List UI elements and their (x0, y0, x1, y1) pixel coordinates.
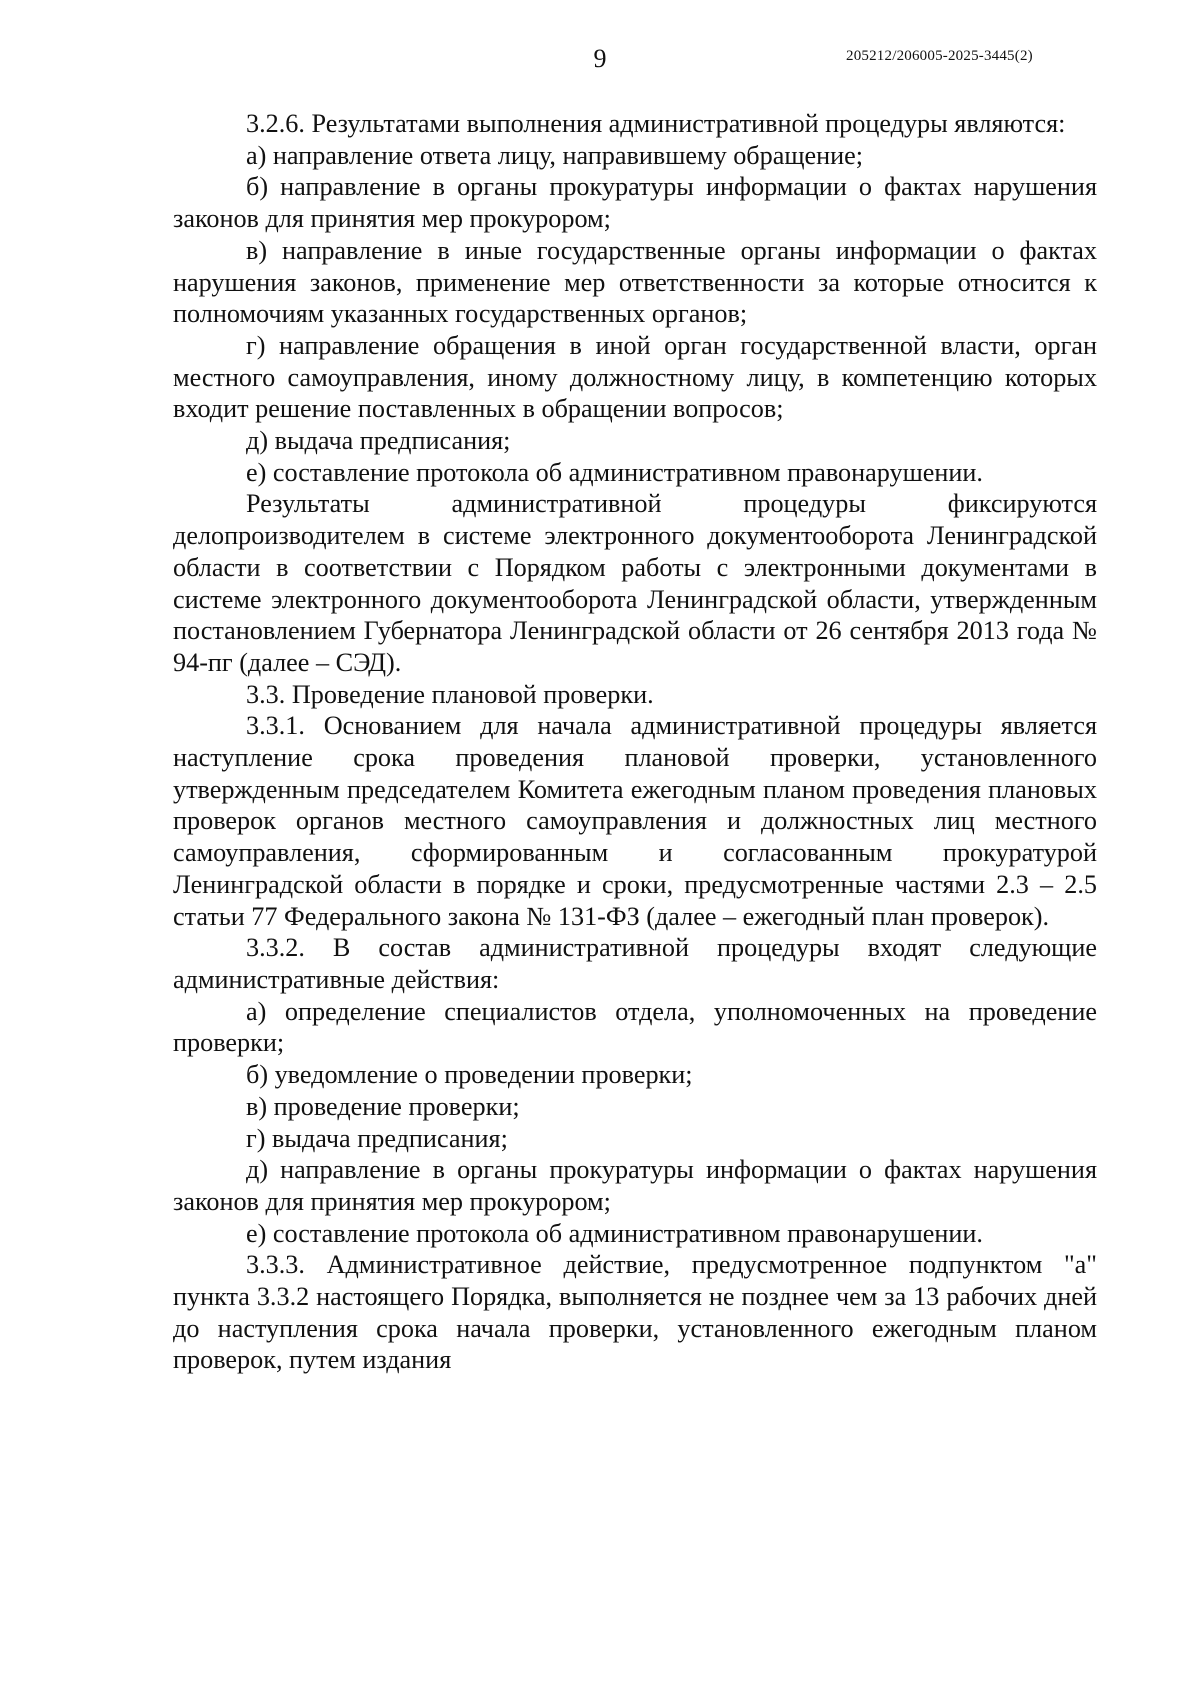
section-heading-3-3: 3.3. Проведение плановой проверки. (246, 679, 654, 709)
paragraph-list-item: г) выдача предписания; (246, 1123, 508, 1153)
document-body (173, 108, 1097, 1376)
paragraph-list-item: г) направление обращения в иной орган государственной власти, орган местного самоуправления, иному должностному лицу, в компетенцию которых входит решение поставленных в обращении вопросов; (173, 330, 1097, 424)
document-id: 205212/206005-2025-3445(2) (846, 48, 1033, 64)
paragraph-list-item: а) направление ответа лицу, направившему обращение; (246, 140, 864, 170)
paragraph-list-item: в) направление в иные государственные органы информации о фактах нарушения законов, применение мер ответственности за которые относится к полномочиям указанных государственных органов; (173, 235, 1097, 329)
paragraph-3-2-6: 3.2.6. Результатами выполнения административной процедуры являются: (246, 109, 1066, 138)
paragraph-list-item: е) составление протокола об административном правонарушении. (246, 457, 983, 487)
paragraph-list-item: е) составление протокола об административном правонарушении. (246, 1218, 983, 1248)
paragraph-list-item: д) направление в органы прокуратуры информации о фактах нарушения законов для принятия мер прокурором; (173, 1155, 1097, 1216)
paragraph-list-item: б) направление в органы прокуратуры информации о фактах нарушения законов для принятия мер прокурором; (173, 172, 1097, 234)
paragraph-3-3-3: 3.3.3. Административное действие, предусмотренное подпунктом "а" пункта 3.3.2 настоящего Порядка, выполняется не позднее чем за 13 рабочих дней до наступления срока начала проверки, установленного ежегодным планом проверок, путем издания (173, 1250, 1097, 1375)
paragraph-list-item: в) проведение проверки; (246, 1091, 520, 1121)
paragraph-3-3-1: 3.3.1. Основанием для начала административной процедуры является наступление срока проведения плановой проверки, установленного утвержденным председателем Комитета ежегодным планом проведения плановых проверок органов местного самоуправления и должностных лиц местного самоуправления, сформированным и согласованным прокуратурой Ленинградской области в порядке и сроки, предусмотренные частями 2.3 – 2.5 статьи 77 Федерального закона № 131-ФЗ (далее – ежегодный план проверок). (173, 711, 1097, 931)
paragraph-list-item: а) определение специалистов отдела, уполномоченных на проведение проверки; (173, 996, 1097, 1058)
paragraph-results: Результаты административной процедуры фиксируются делопроизводителем в системе электронного документооборота Ленинградской области в соответствии с Порядком работы с электронными документами в системе электронного документооборота Ленинградской области, утвержденным постановлением Губернатора Ленинградской области от 26 сентября 2013 года № 94-пг (далее – СЭД). (173, 489, 1097, 677)
paragraph-3-3-2: 3.3.2. В состав административной процедуры входят следующие административные действия: (173, 933, 1097, 994)
paragraph-list-item: б) уведомление о проведении проверки; (246, 1060, 693, 1090)
page-number: 9 (593, 44, 607, 73)
paragraph-list-item: д) выдача предписания; (246, 426, 511, 456)
